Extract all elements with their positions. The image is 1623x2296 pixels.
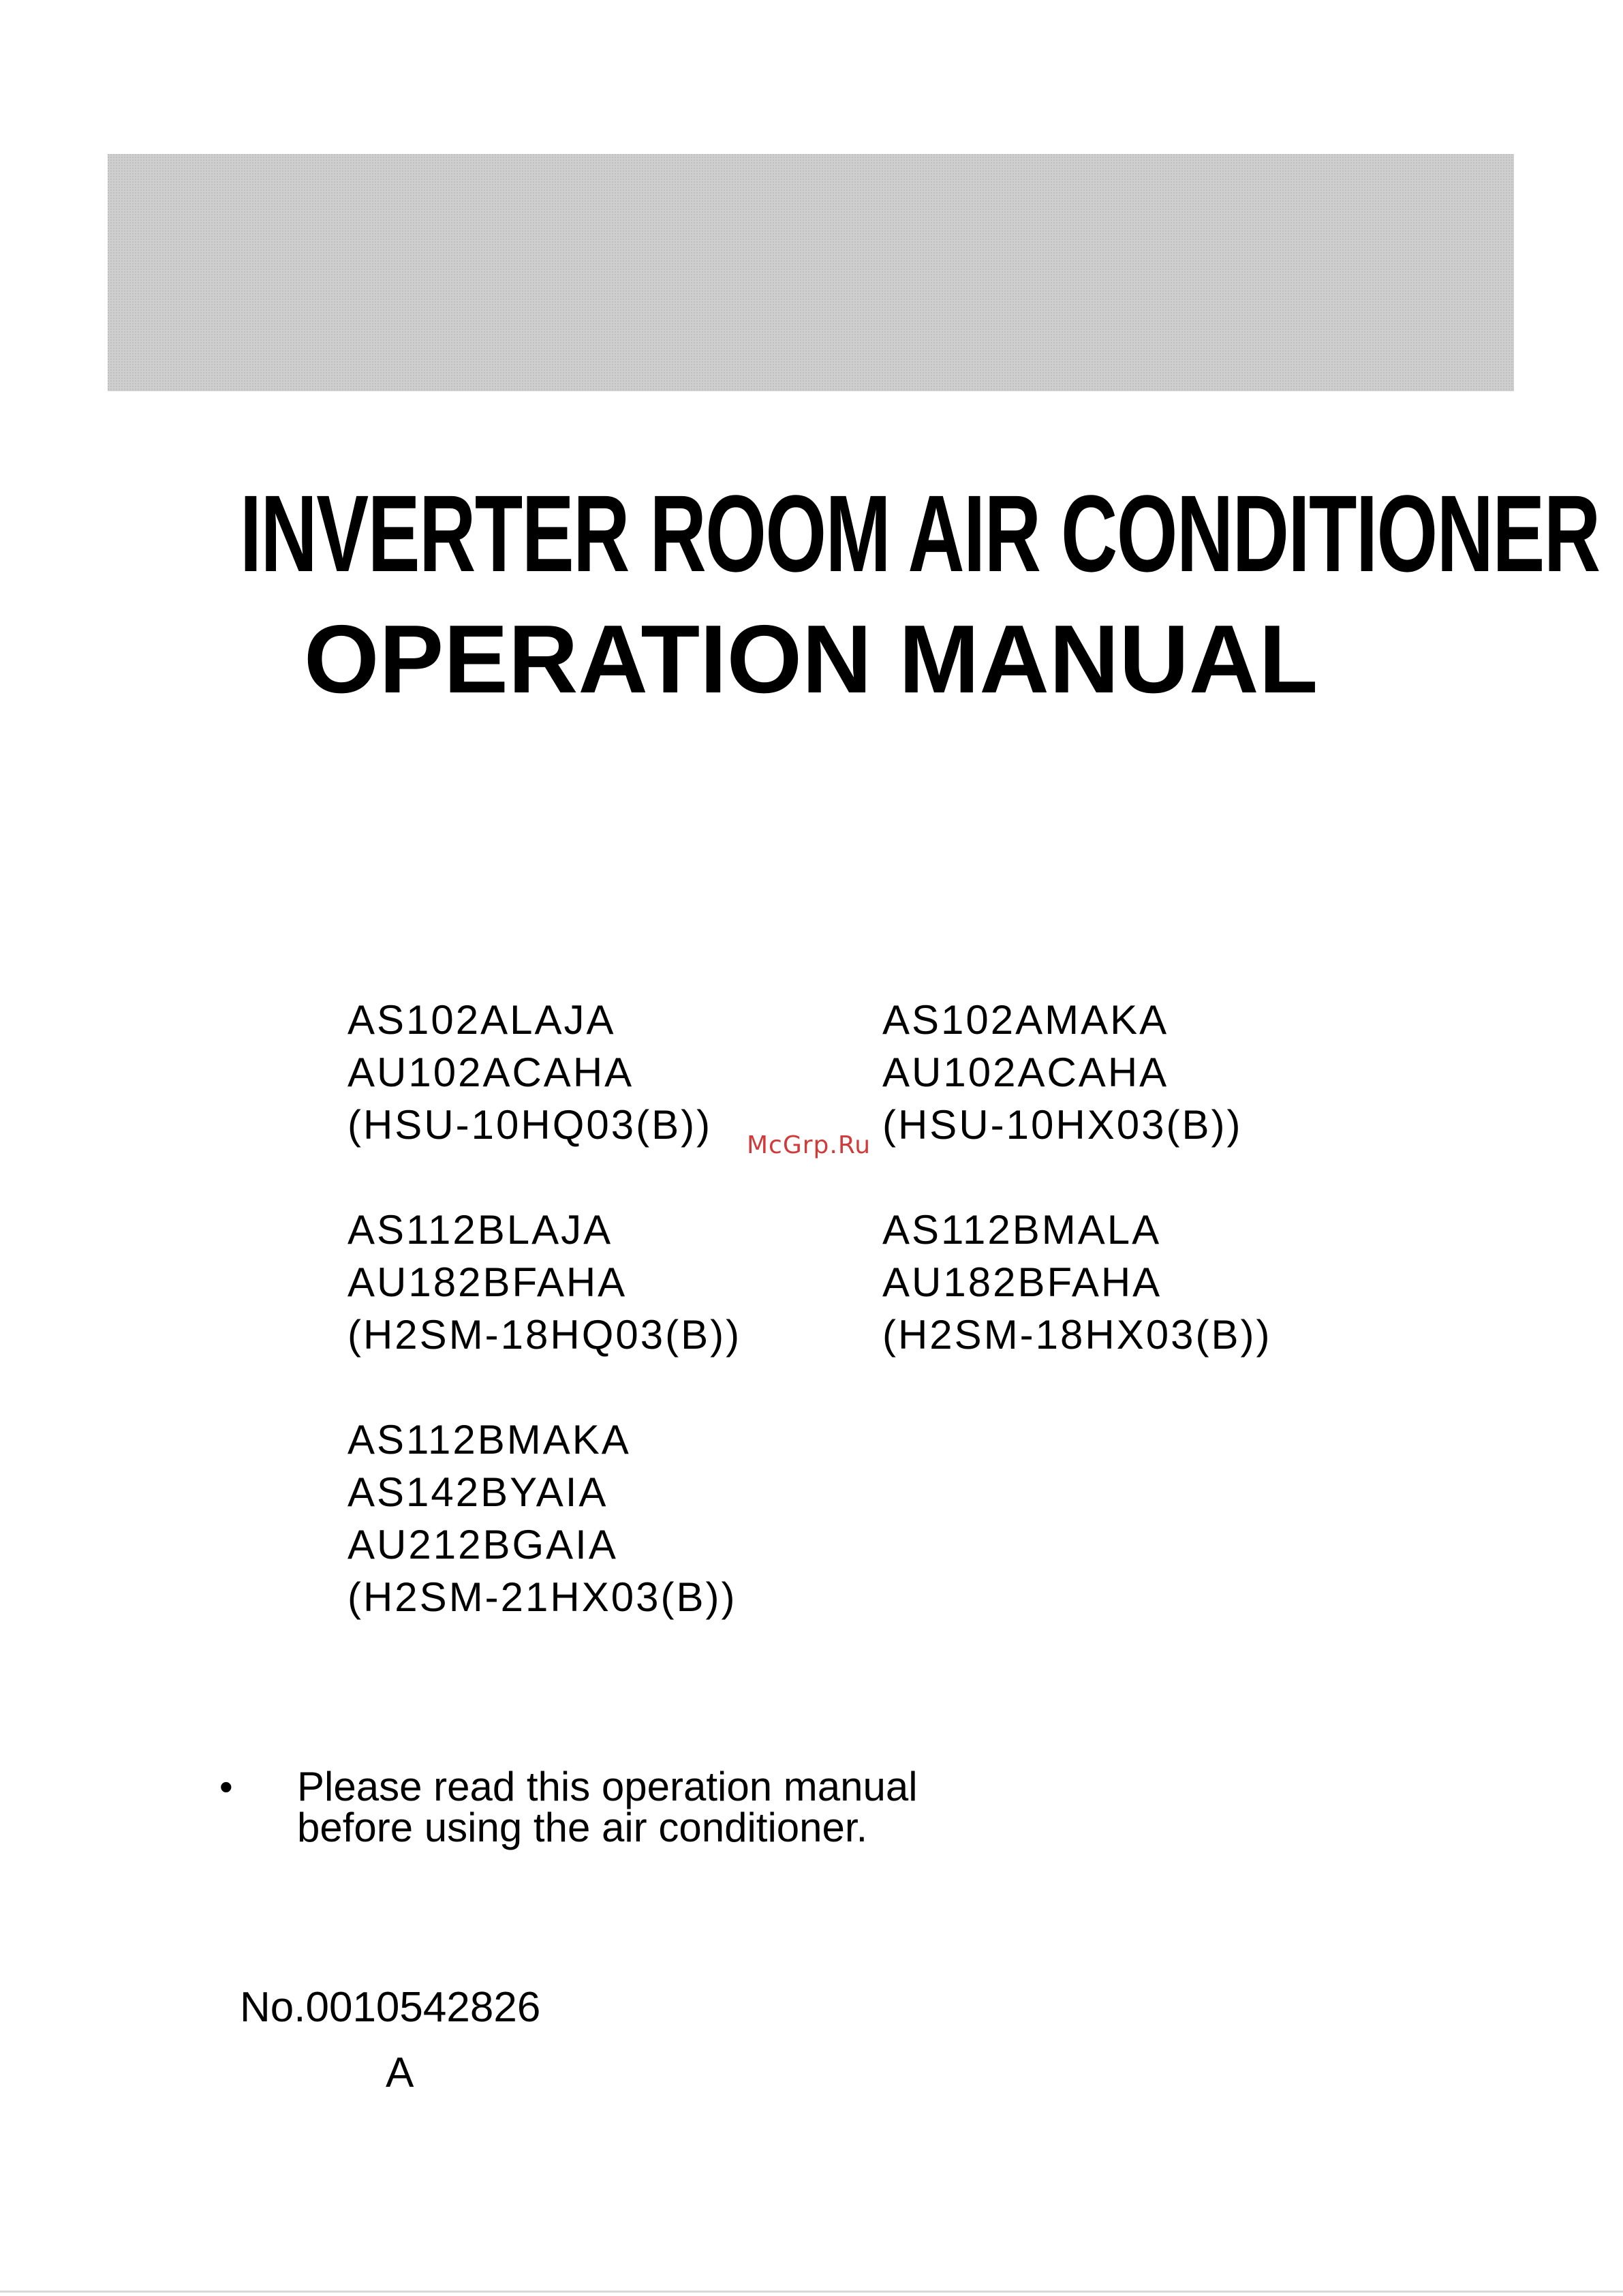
model-series: (H2SM-18HQ03(B)): [347, 1312, 742, 1358]
model-number: AS102ALAJA: [347, 997, 616, 1043]
model-number: AS112BLAJA: [347, 1207, 613, 1253]
watermark-text: McGrp.Ru: [747, 1131, 871, 1159]
header-banner: [108, 154, 1514, 391]
model-number: AS102AMAKA: [882, 997, 1169, 1043]
model-series: (H2SM-18HX03(B)): [882, 1312, 1272, 1358]
model-series: (HSU-10HX03(B)): [882, 1102, 1243, 1148]
model-number: AS112BMAKA: [347, 1417, 631, 1463]
model-number: AU182BFAHA: [882, 1259, 1162, 1305]
document-number: No.0010542826: [240, 1984, 541, 2031]
notice-line: before using the air conditioner.: [297, 1805, 868, 1850]
model-number: AU102ACAHA: [882, 1050, 1169, 1095]
notice-line: Please read this operation manual: [297, 1764, 918, 1809]
model-group: [347, 1413, 737, 1623]
page-divider: [0, 2291, 1623, 2293]
model-group: [347, 1204, 741, 1361]
bullet-icon: •: [219, 1765, 233, 1808]
model-series: (H2SM-21HX03(B)): [347, 1574, 737, 1620]
product-title: INVERTER ROOM AIR CONDITIONER: [240, 472, 1600, 594]
model-number: AS112BMALA: [882, 1207, 1162, 1253]
document-revision: A: [386, 2049, 414, 2096]
manual-title: OPERATION MANUAL: [304, 605, 1318, 714]
model-group: [347, 994, 712, 1151]
model-number: AS142BYAIA: [347, 1469, 608, 1515]
model-list: [347, 994, 1370, 1641]
model-group: [882, 1204, 1271, 1361]
model-series: (HSU-10HQ03(B)): [347, 1102, 713, 1148]
model-group: [882, 994, 1242, 1151]
notice-text: [297, 1766, 918, 1848]
model-number: AU182BFAHA: [347, 1259, 628, 1305]
model-number: AU212BGAIA: [347, 1522, 618, 1567]
model-number: AU102ACAHA: [347, 1050, 634, 1095]
